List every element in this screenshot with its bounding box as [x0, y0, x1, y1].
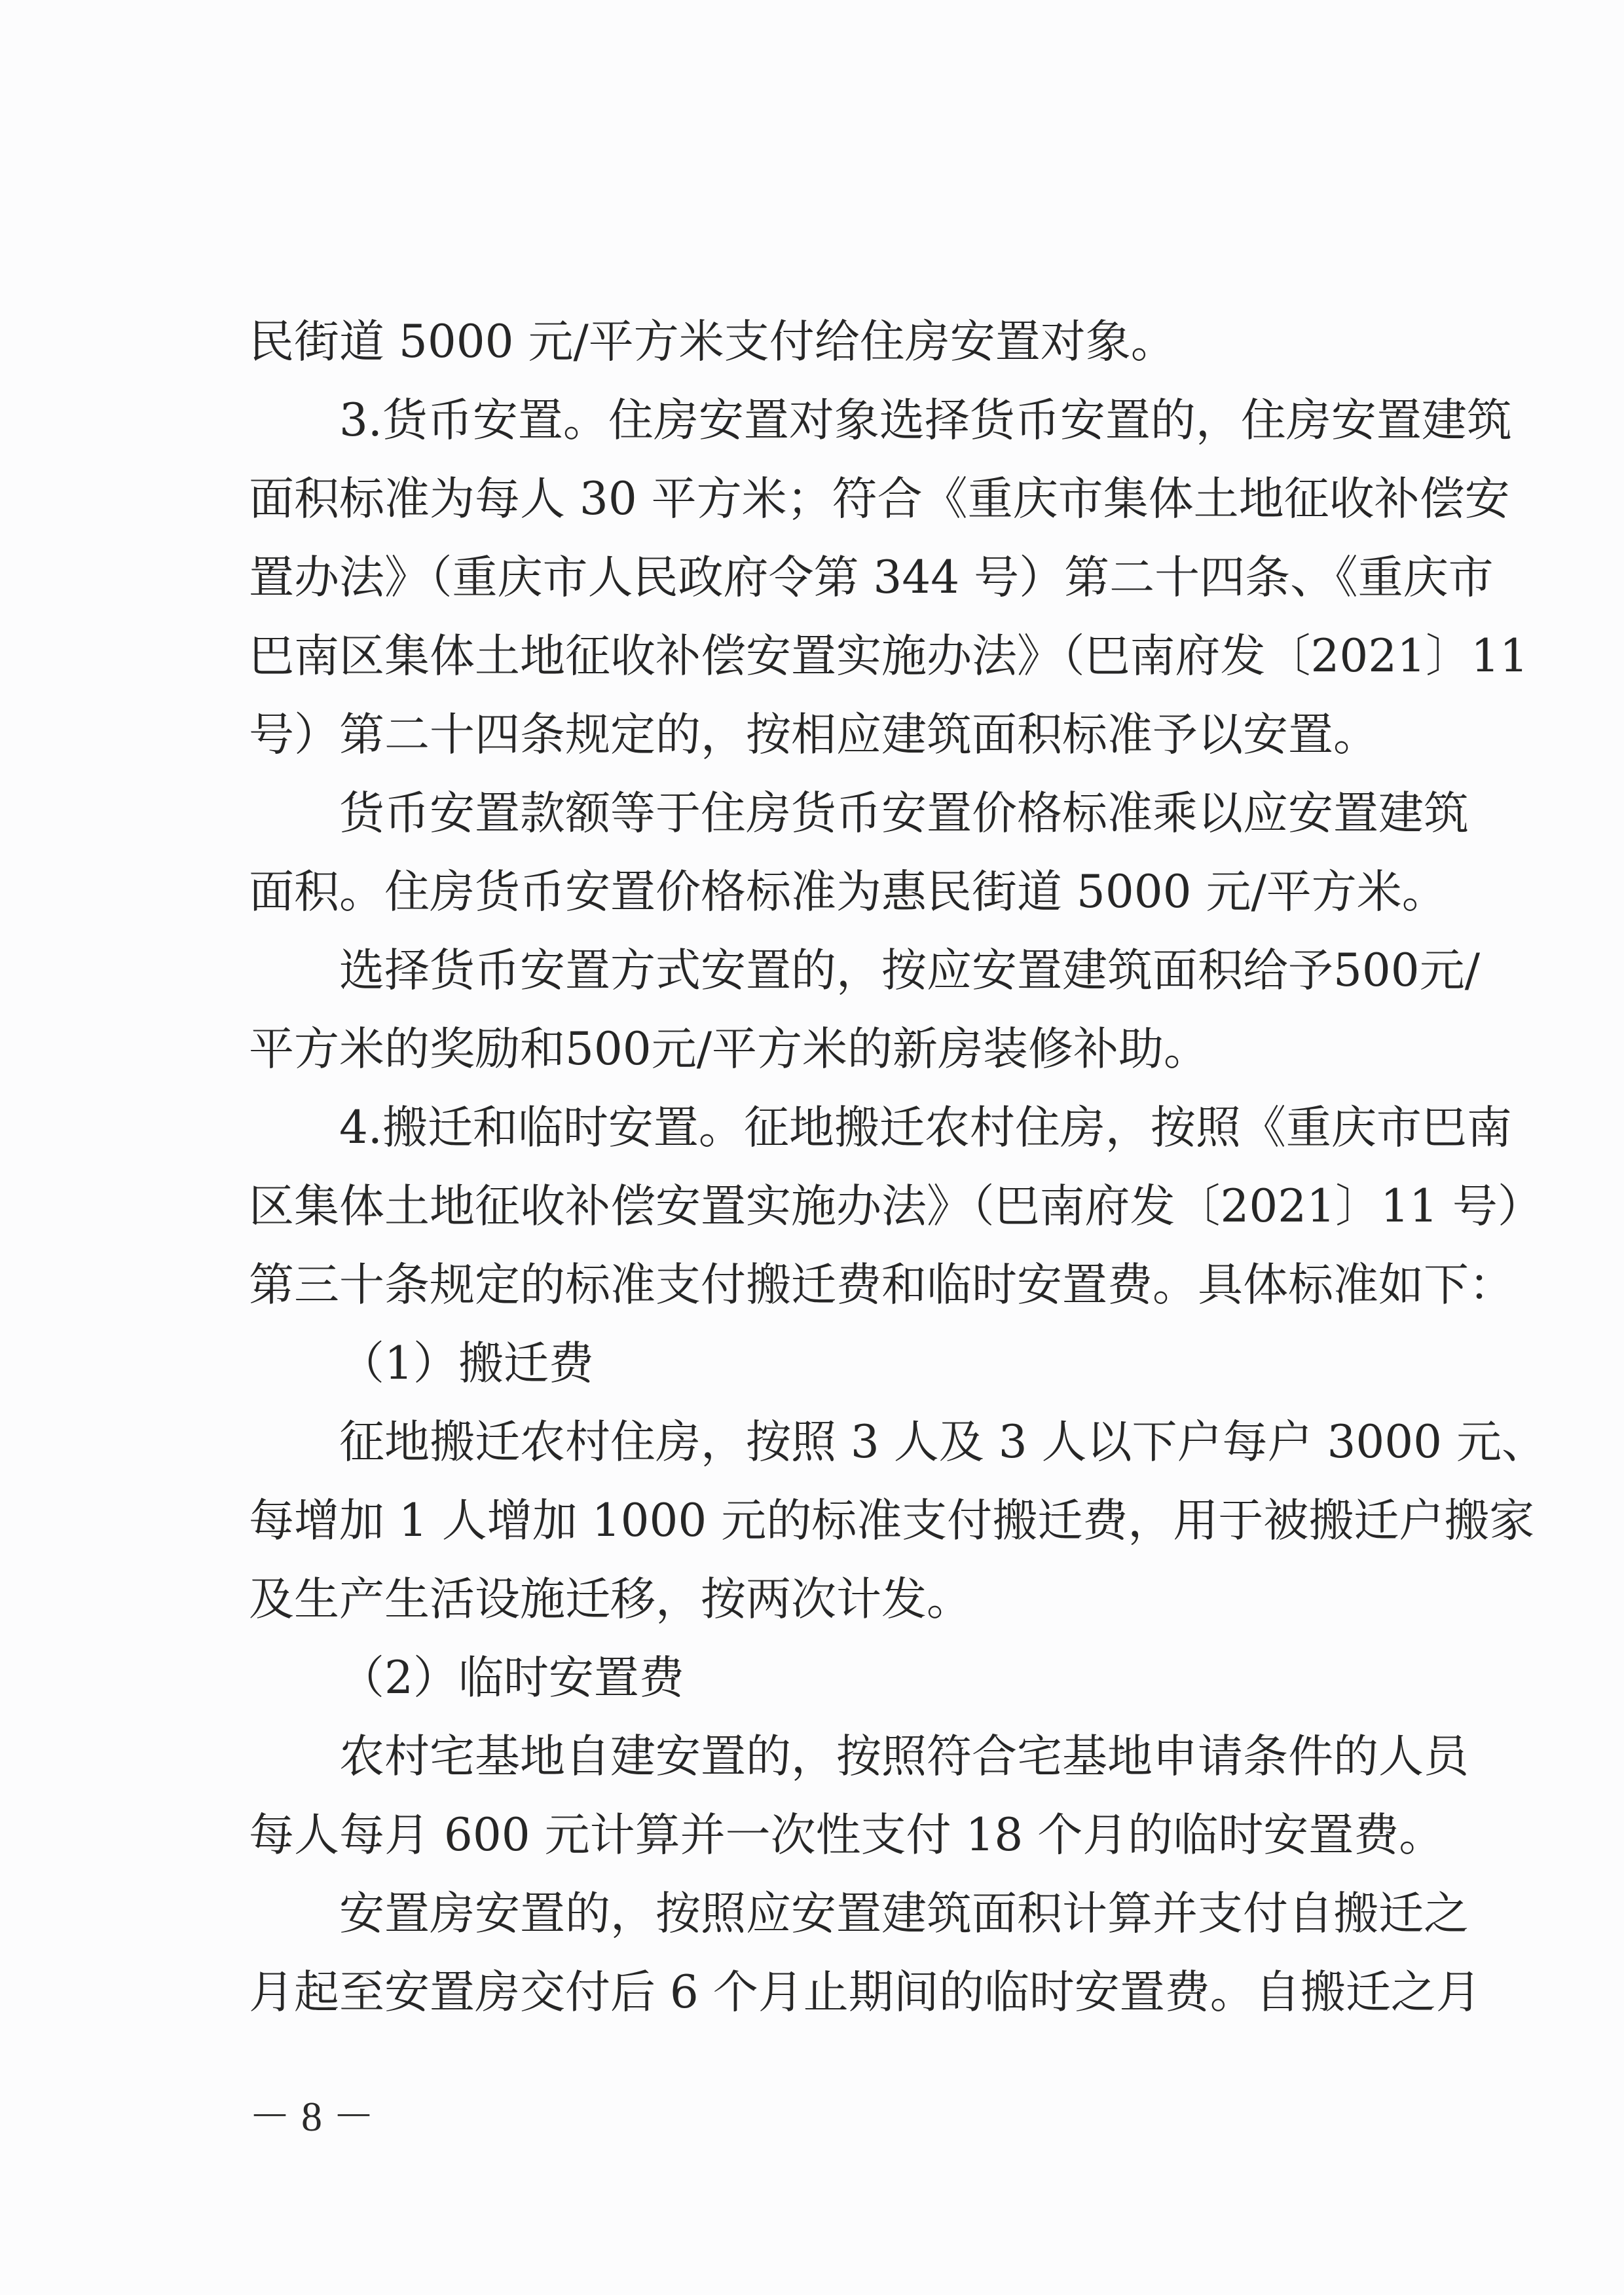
- paragraph-line: 月起至安置房交付后 6 个月止期间的临时安置费。自搬迁之月: [249, 1966, 1481, 2019]
- paragraph-line: 第三十条规定的标准支付搬迁费和临时安置费。具体标准如下：: [249, 1259, 1514, 1311]
- paragraph-line: 区集体土地征收补偿安置实施办法》（巴南府发〔2021〕11 号）: [249, 1180, 1543, 1233]
- paragraph-line: 民街道 5000 元/平方米支付给住房安置对象。: [249, 316, 1176, 368]
- paragraph-line: 及生产生活设施迁移，按两次计发。: [249, 1573, 972, 1626]
- paragraph-line: 农村宅基地自建安置的，按照符合宅基地申请条件的人员: [339, 1730, 1469, 1783]
- page-number: － 8 －: [249, 2093, 375, 2140]
- paragraph-line: 号）第二十四条规定的，按相应建筑面积标准予以安置。: [249, 709, 1378, 761]
- paragraph-line: 每人每月 600 元计算并一次性支付 18 个月的临时安置费。: [249, 1809, 1445, 1861]
- paragraph-line: （1）搬迁费: [339, 1337, 594, 1390]
- paragraph-line: 置办法》（重庆市人民政府令第 344 号）第二十四条、《重庆市: [249, 551, 1494, 604]
- paragraph-line: 面积。住房货币安置价格标准为惠民街道 5000 元/平方米。: [249, 866, 1447, 918]
- paragraph-line: 选择货币安置方式安置的，按应安置建筑面积给予500元/: [339, 944, 1480, 997]
- document-body: [249, 303, 1547, 2032]
- paragraph-line: 面积标准为每人 30 平方米；符合《重庆市集体土地征收补偿安: [249, 473, 1510, 525]
- paragraph-line: 巴南区集体土地征收补偿安置实施办法》（巴南府发〔2021〕11: [249, 630, 1528, 682]
- paragraph-line: 平方米的奖励和500元/平方米的新房装修补助。: [249, 1023, 1209, 1075]
- paragraph-line: （2）临时安置费: [339, 1652, 684, 1704]
- paragraph-line: 安置房安置的，按照应安置建筑面积计算并支付自搬迁之: [339, 1888, 1469, 1940]
- paragraph-line: 货币安置款额等于住房货币安置价格标准乘以应安置建筑: [339, 787, 1469, 840]
- paragraph-line: 4.搬迁和临时安置。征地搬迁农村住房，按照《重庆市巴南: [339, 1102, 1512, 1154]
- paragraph-line: 征地搬迁农村住房，按照 3 人及 3 人以下户每户 3000 元、: [339, 1416, 1547, 1468]
- paragraph-line: 3.货币安置。住房安置对象选择货币安置的，住房安置建筑: [339, 394, 1512, 447]
- paragraph-line: 每增加 1 人增加 1000 元的标准支付搬迁费，用于被搬迁户搬家: [249, 1495, 1535, 1547]
